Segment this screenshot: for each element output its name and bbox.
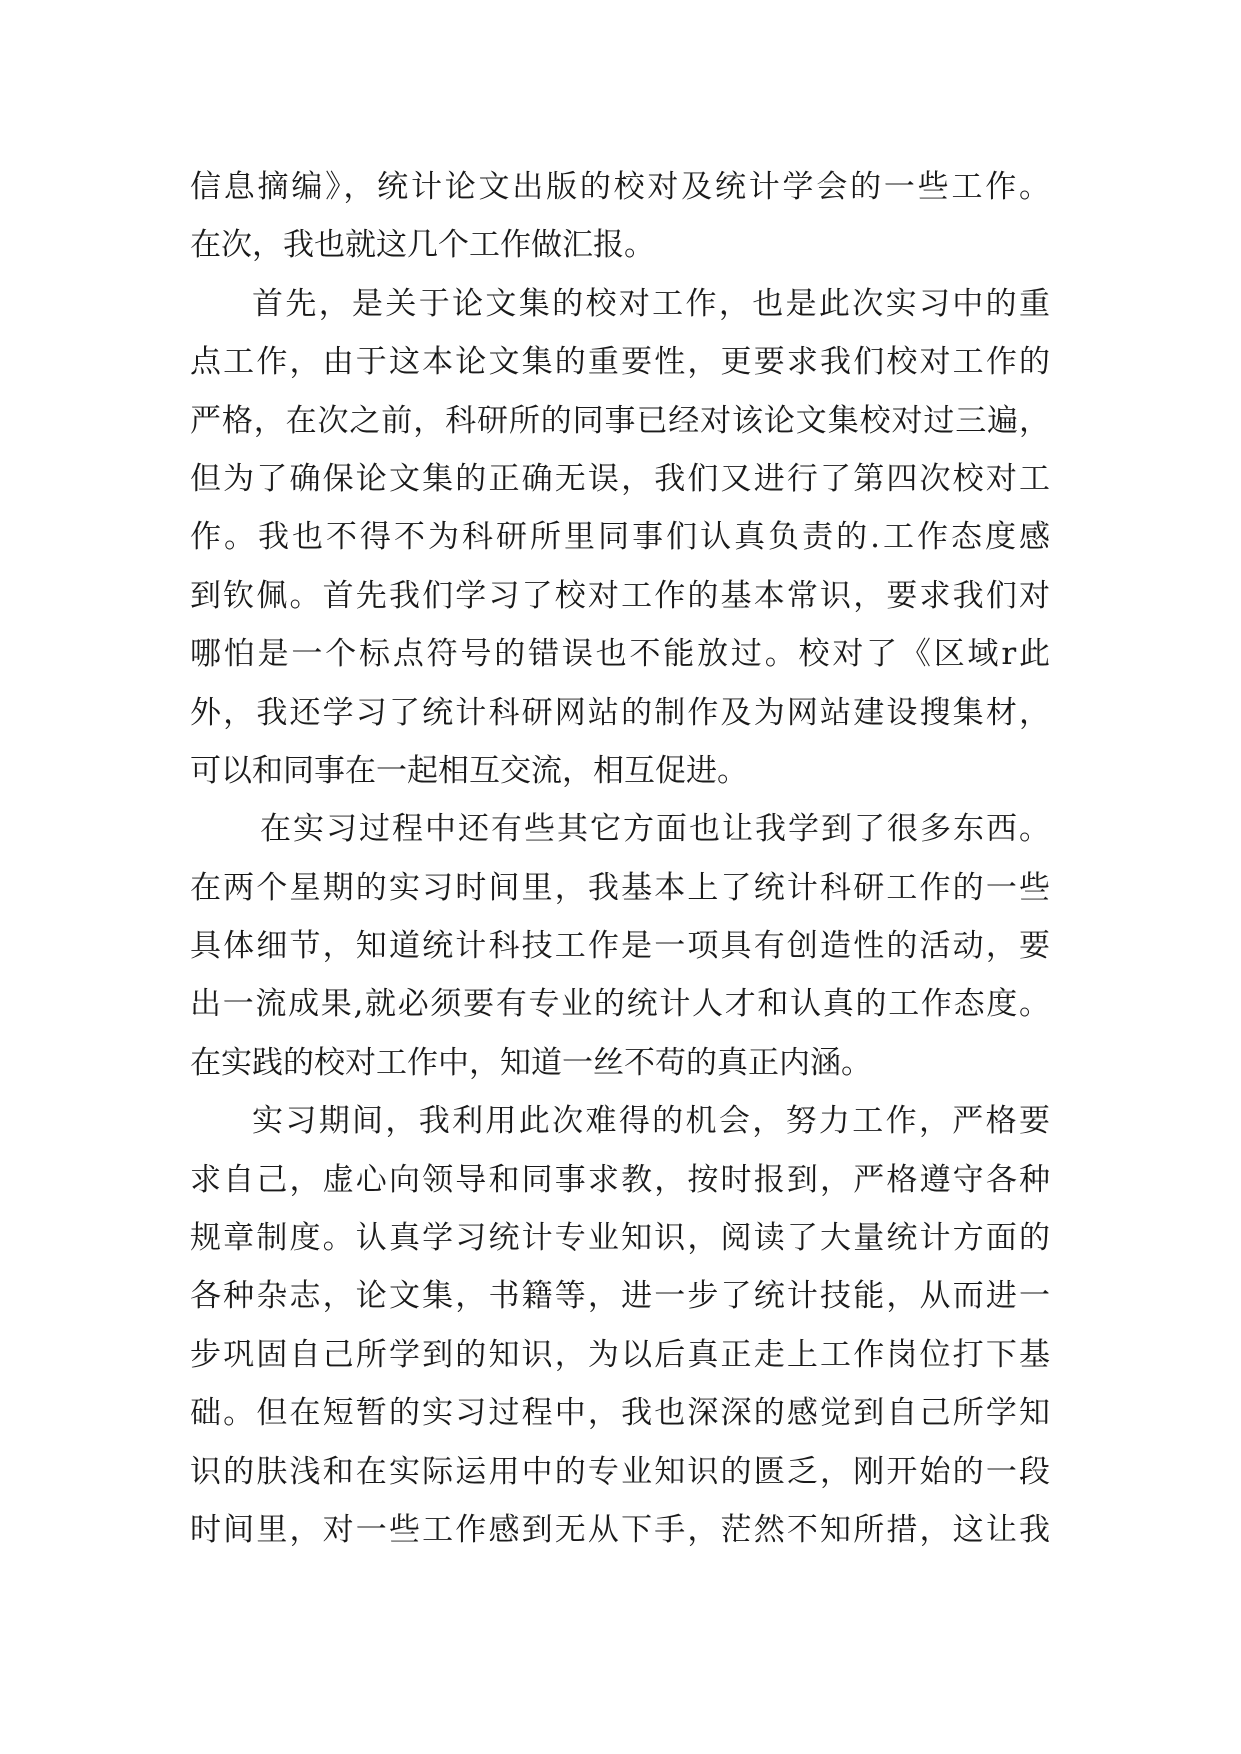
text-line: 具体细节，知道统计科技工作是一项具有创造性的活动，要 (190, 928, 1050, 965)
text-line: 在次，我也就这几个工作做汇报。 (190, 227, 655, 264)
text-line: 出一流成果,就必须要有专业的统计人才和认真的工作态度。 (190, 986, 1050, 1023)
paragraph-3 (190, 800, 1050, 1092)
body-text (190, 158, 1050, 1559)
paragraph-2 (190, 275, 1050, 801)
text-line: 步巩固自己所学到的知识，为以后真正走上工作岗位打下基 (190, 1336, 1050, 1373)
text-line: 求自己，虚心向领导和同事求教，按时报到，严格遵守各种 (190, 1161, 1050, 1198)
text-line: 但为了确保论文集的正确无误，我们又进行了第四次校对工 (190, 460, 1050, 497)
text-line: 点工作，由于这本论文集的重要性，更要求我们校对工作的 (190, 344, 1050, 381)
paragraph-4 (190, 1092, 1050, 1559)
text-line: 各种杂志，论文集，书籍等，进一步了统计技能，从而进一 (190, 1278, 1050, 1315)
text-line: 在两个星期的实习时间里，我基本上了统计科研工作的一些 (190, 869, 1050, 906)
paragraph-1 (190, 158, 1050, 275)
text-line: 到钦佩。首先我们学习了校对工作的基本常识，要求我们对 (190, 577, 1050, 614)
text-line: 信息摘编》，统计论文出版的校对及统计学会的一些工作。 (190, 169, 1050, 205)
text-line: 可以和同事在一起相互交流，相互促进。 (190, 752, 748, 789)
text-line: 实习期间，我利用此次难得的机会，努力工作，严格要 (252, 1103, 1050, 1140)
text-line: 时间里，对一些工作感到无从下手，茫然不知所措，这让我 (190, 1511, 1050, 1548)
text-line: 外，我还学习了统计科研网站的制作及为网站建设搜集材， (190, 694, 1050, 731)
text-line: 首先，是关于论文集的校对工作，也是此次实习中的重 (252, 285, 1050, 322)
text-line: 作。我也不得不为科研所里同事们认真负责的.工作态度感 (190, 519, 1050, 556)
text-line: 在实习过程中还有些其它方面也让我学到了很多东西。 (260, 811, 1050, 848)
text-line: 严格，在次之前，科研所的同事已经对该论文集校对过三遍， (190, 402, 1050, 439)
text-line: 哪怕是一个标点符号的错误也不能放过。校对了《区域r此 (190, 636, 1050, 673)
text-line: 规章制度。认真学习统计专业知识，阅读了大量统计方面的 (190, 1220, 1050, 1257)
text-line: 在实践的校对工作中，知道一丝不苟的真正内涵。 (190, 1044, 872, 1081)
text-line: 础。但在短暂的实习过程中，我也深深的感觉到自己所学知 (190, 1395, 1050, 1432)
text-line: 识的肤浅和在实际运用中的专业知识的匮乏，刚开始的一段 (190, 1453, 1050, 1490)
